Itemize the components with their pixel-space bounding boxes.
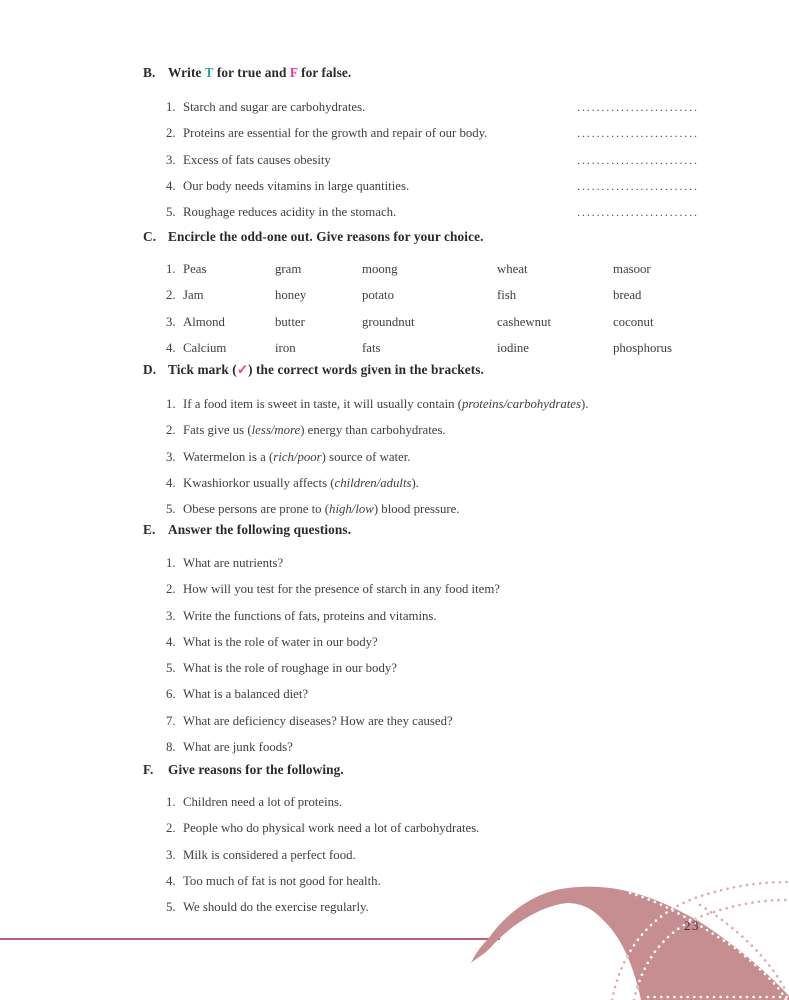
section-letter: B. <box>143 65 156 80</box>
list-item: 4. Kwashiorkor usually affects (children/adults). <box>166 475 419 490</box>
list-item: 1. What are nutrients? <box>166 556 284 570</box>
section-letter: F. <box>143 762 154 777</box>
section-title: Give reasons for the following. <box>168 762 344 777</box>
word-option[interactable]: butter <box>275 314 305 329</box>
bracket-choice[interactable]: high/low <box>329 502 374 517</box>
bracket-choice[interactable]: less/more <box>251 423 301 438</box>
list-item: 4. Too much of fat is not good for health. <box>166 873 381 888</box>
word-option[interactable]: bread <box>613 288 642 303</box>
section-d <box>143 361 699 522</box>
list-item: 2. Proteins are essential for the growth and repair of our body. ......................... <box>143 120 699 146</box>
section-title: Answer the following questions. <box>168 522 352 537</box>
answer-dotted-line[interactable]: ......................... <box>577 180 699 193</box>
word-option[interactable]: potato <box>362 288 394 303</box>
list-item: 5. Obese persons are prone to (high/low) blood pressure. <box>166 502 460 517</box>
word-option[interactable]: cashewnut <box>497 314 552 329</box>
word-option[interactable]: honey <box>275 288 307 303</box>
bracket-choice[interactable]: proteins/carbohydrates <box>461 397 581 411</box>
section-b <box>143 64 699 225</box>
list-item: 1. Starch and sugar are carbohydrates. ......................... <box>143 94 699 120</box>
word-option[interactable]: coconut <box>613 314 654 329</box>
word-option[interactable]: Jam <box>183 288 204 303</box>
section-b-items <box>143 94 699 225</box>
bracket-choice[interactable]: rich/poor <box>273 449 322 464</box>
section-title: Write T for true and F for false. <box>168 65 352 80</box>
section-f-heading <box>143 761 699 778</box>
word-option[interactable]: wheat <box>497 262 528 276</box>
list-item: 2. How will you test for the presence of starch in any food item? <box>166 582 500 597</box>
list-item: 7. What are deficiency diseases? How are they caused? <box>166 713 453 728</box>
section-letter: D. <box>143 362 157 377</box>
word-option[interactable]: Calcium <box>183 340 227 355</box>
tick-mark-icon: ✓ <box>236 362 249 377</box>
section-d-heading <box>143 361 699 378</box>
word-option[interactable]: iron <box>275 340 296 355</box>
swoosh-ribbon <box>471 887 789 1000</box>
section-d-items <box>143 391 699 522</box>
word-option[interactable]: groundnut <box>362 314 415 329</box>
section-b-heading <box>143 64 699 81</box>
answer-dotted-line[interactable]: ......................... <box>577 128 699 141</box>
list-item: 1. Children need a lot of proteins. <box>166 795 343 809</box>
answer-dotted-line[interactable]: ......................... <box>577 207 699 220</box>
section-c-heading <box>143 228 699 245</box>
list-item: 2. People who do physical work need a lot of carbohydrates. <box>166 821 480 836</box>
odd-one-out-row: 2. Jam honey potato fish bread <box>143 282 699 308</box>
answer-dotted-line[interactable]: ......................... <box>577 154 699 167</box>
list-item: 3. Write the functions of fats, proteins and vitamins. <box>166 608 437 623</box>
list-item: 3. Watermelon is a (rich/poor) source of water. <box>166 449 411 464</box>
footer-rule-line <box>0 938 500 940</box>
list-item: 3. Milk is considered a perfect food. <box>166 847 356 862</box>
list-item: 5. We should do the exercise regularly. <box>166 900 369 915</box>
bracket-choice[interactable]: children/adults <box>334 475 412 490</box>
odd-one-out-row: 4. Calcium iron fats iodine phosphorus <box>143 335 699 361</box>
section-title: Tick mark (✓) the correct words given in the brackets. <box>168 362 484 377</box>
list-item: 2. Fats give us (less/more) energy than carbohydrates. <box>166 423 446 438</box>
list-item: 6. What is a balanced diet? <box>166 687 309 702</box>
list-item: 4. What is the role of water in our body? <box>166 634 378 649</box>
section-letter: E. <box>143 522 156 537</box>
false-letter: F <box>289 65 298 80</box>
word-option[interactable]: Peas <box>183 262 207 276</box>
word-option[interactable]: phosphorus <box>613 340 673 355</box>
word-option[interactable]: Almond <box>183 314 225 329</box>
section-e-heading <box>143 521 699 538</box>
word-option[interactable]: moong <box>362 262 398 276</box>
section-e-items <box>143 550 699 760</box>
swoosh-graphic <box>440 855 789 1000</box>
section-letter: C. <box>143 229 157 244</box>
odd-one-out-row: 1. Peas gram moong wheat masoor <box>143 256 699 282</box>
word-option[interactable]: masoor <box>613 262 651 276</box>
list-item: 5. Roughage reduces acidity in the stomach. ......................... <box>143 199 699 225</box>
word-option[interactable]: fats <box>362 340 381 355</box>
section-c <box>143 228 699 361</box>
section-title: Encircle the odd-one out. Give reasons for your choice. <box>168 229 484 244</box>
word-option[interactable]: iodine <box>497 340 529 355</box>
section-e <box>143 521 699 760</box>
page-number: 23 <box>684 918 700 933</box>
section-c-rows <box>143 256 699 361</box>
odd-one-out-row: 3. Almond butter groundnut cashewnut coconut <box>143 309 699 335</box>
list-item: 8. What are junk foods? <box>166 740 293 755</box>
list-item: 4. Our body needs vitamins in large quantities. ......................... <box>143 173 699 199</box>
list-item: 3. Excess of fats causes obesity ......................... <box>143 147 699 173</box>
list-item: 5. What is the role of roughage in our body? <box>166 661 397 676</box>
word-option[interactable]: fish <box>497 288 517 303</box>
answer-dotted-line[interactable]: ......................... <box>577 102 699 114</box>
true-letter: T <box>204 65 214 80</box>
word-option[interactable]: gram <box>275 262 302 276</box>
list-item: 1. If a food item is sweet in taste, it will usually contain (proteins/carbohydrates). <box>166 397 589 411</box>
